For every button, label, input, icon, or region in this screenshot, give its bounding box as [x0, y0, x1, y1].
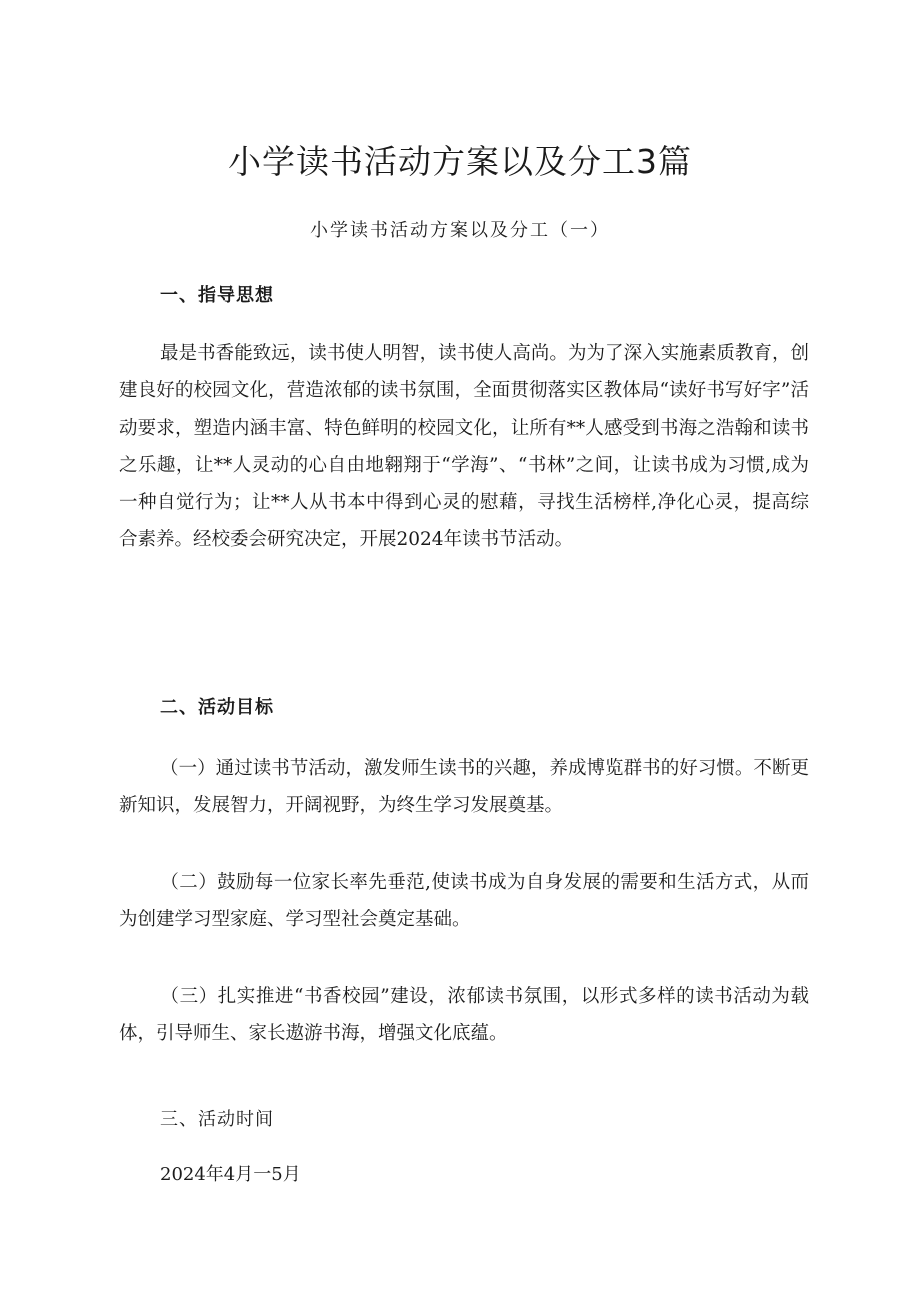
paragraph-guiding-ideology	[119, 335, 809, 559]
document-subtitle: 小学读书活动方案以及分工（一）	[310, 220, 610, 241]
section-heading-guiding-ideology: 一、指导思想	[160, 285, 274, 306]
paragraph-goal-1	[119, 750, 809, 825]
paragraph-text: （三）扎实推进“书香校园”建设，浓郁读书氛围，以形式多样的读书活动为载体，引导师生、家长遨游书海，增强文化底蕴。	[119, 986, 809, 1045]
paragraph-text: （一）通过读书节活动，激发师生读书的兴趣，养成博览群书的好习惯。不断更新知识，发展智力，开阔视野，为终生学习发展奠基。	[119, 758, 809, 817]
section-heading-activity-time: 三、活动时间	[160, 1109, 274, 1130]
paragraph-text: （二）鼓励每一位家长率先垂范,使读书成为自身发展的需要和生活方式，从而为创建学习型家庭、学习型社会奠定基础。	[119, 872, 809, 931]
section-heading-activity-goals: 二、活动目标	[160, 697, 274, 718]
paragraph-goal-3	[119, 978, 809, 1053]
paragraph-text: 最是书香能致远，读书使人明智，读书使人高尚。为为了深入实施素质教育，创建良好的校园文化，营造浓郁的读书氛围，全面贯彻落实区教体局“读好书写好字”活动要求，塑造内涵丰富、特色鲜明的校园文化，让所有**人感受到书海之浩翰和读书之乐趣，让**人灵动的心自由地翱翔于“学海”、“书林”之间，让读书成为习惯,成为一种自觉行为；让**人从书本中得到心灵的慰藉，寻找生活榜样,净化心灵，提高综合素养。经校委会研究决定，开展2024年读书节活动。	[119, 343, 809, 551]
document-title: 小学读书活动方案以及分工3篇	[228, 142, 692, 181]
activity-time-value: 2024年4月一5月	[160, 1164, 301, 1185]
paragraph-goal-2	[119, 864, 809, 939]
